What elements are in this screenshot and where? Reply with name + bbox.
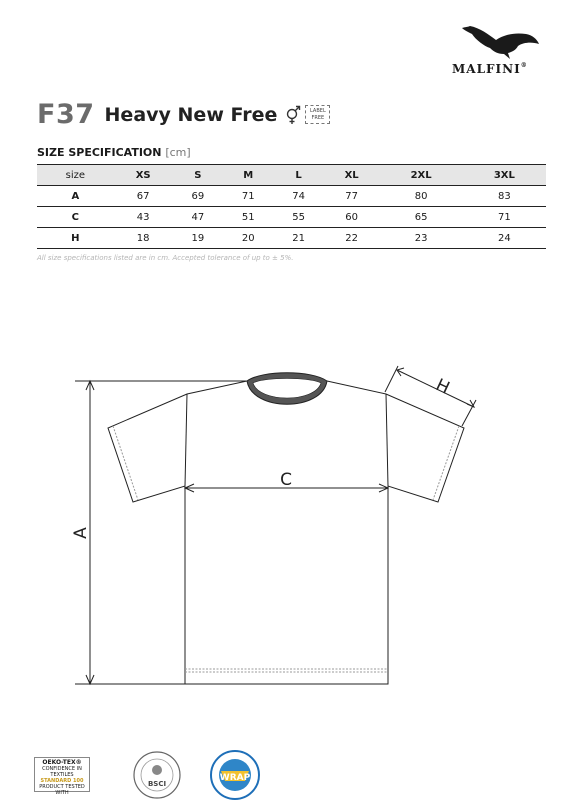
table-cell: 71 [463,207,546,228]
table-cell: 20 [223,228,273,249]
bsci-logo [132,750,182,800]
oeko-tex-badge: OEKO-TEX® CONFIDENCE IN TEXTILES STANDARD 100 PRODUCT TESTED WITH [34,757,90,792]
header-cell: M [223,165,273,186]
header-cell: size [37,165,114,186]
dimension-c-label: C [280,470,292,490]
brand-name: MALFINI® [452,62,528,76]
header-cell: 2XL [379,165,462,186]
table-cell: 77 [324,186,380,207]
table-cell: 47 [173,207,223,228]
table-cell: 43 [114,207,173,228]
product-code: F37 [37,99,95,130]
tshirt-outline [108,381,464,684]
table-cell: 60 [324,207,380,228]
svg-text:WRAP: WRAP [219,773,251,783]
table-cell: 80 [379,186,462,207]
header-cell: 3XL [463,165,546,186]
table-cell: 74 [273,186,323,207]
table-cell: 71 [223,186,273,207]
dimension-h-label: H [432,375,453,399]
table-cell: 51 [223,207,273,228]
table-cell: 83 [463,186,546,207]
header-cell: S [173,165,223,186]
table-cell: 23 [379,228,462,249]
svg-text:BSCI: BSCI [147,780,167,788]
table-cell: H [37,228,114,249]
table-cell: 65 [379,207,462,228]
table-cell: 19 [173,228,223,249]
table-cell: C [37,207,114,228]
header-cell: XL [324,165,380,186]
table-cell: A [37,186,114,207]
header-cell: XS [114,165,173,186]
table-cell: 18 [114,228,173,249]
table-cell: 55 [273,207,323,228]
header-cell: L [273,165,323,186]
table-cell: 24 [463,228,546,249]
table-cell: 21 [273,228,323,249]
certifications [34,750,274,800]
table-cell: 67 [114,186,173,207]
wrap-logo [209,749,261,801]
tolerance-note: All size specifications listed are in cm. Accepted tolerance of up to ± 5%. [37,254,294,262]
product-name: Heavy New Free [104,103,278,126]
label-free-badge: LABEL FREE [305,105,330,124]
table-cell: 22 [324,228,380,249]
spec-title: SIZE SPECIFICATION [cm] [37,146,191,159]
dimension-a-label: A [71,527,91,539]
table-cell: 69 [173,186,223,207]
